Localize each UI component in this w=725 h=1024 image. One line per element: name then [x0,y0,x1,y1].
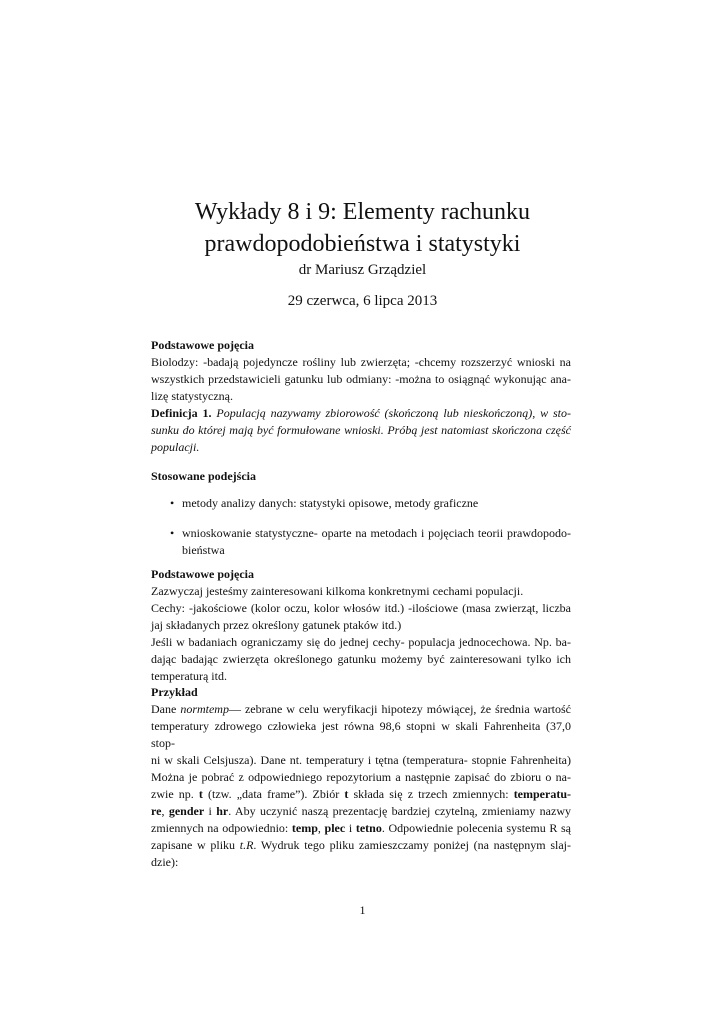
section-example [151,684,571,871]
dataset-name: normtemp [180,702,229,716]
list-item-text: metody analizy danych: statystyki opisowe, metody graficzne [182,496,479,510]
paragraph-line: jaj składanych przez określony gatunek ptaków itd.) [151,618,402,632]
text-run: zwie np. [151,787,199,801]
paragraph-line: ni w skali Celsjusza). Dane nt. temperatury i tętna (temperatura- stopnie Fahrenheita) [151,753,571,767]
paragraph-line: Można je pobrać z odpowiedniego repozytorium a następnie zapisać do zbioru o na- [151,770,571,784]
paragraph-line: wszystkich przedstawicieli gatunku lub odmiany: -można to osiągnąć wykonując ana- [151,372,571,386]
definition-label: Definicja 1. [151,406,212,420]
definition-line [151,405,571,422]
text-run: , [317,821,325,835]
variable-name: t [344,787,349,801]
list-item-text: bieństwa [182,543,225,557]
definition-line [151,439,571,456]
paragraph-line: dając badając zwierzęta określonego gatunku możemy być zainteresowani tylko ich [151,652,571,666]
file-name: t.R [239,838,254,852]
list-item [151,525,571,559]
variable-name: tetno [355,821,382,835]
text-run: (tzw. „data frame”). Zbiór [202,787,345,801]
text-run: zmiennych na odpowiednio: [151,821,292,835]
bullet-list [151,495,571,566]
definition-text: Populacją nazywamy zbiorowość (skończoną lub nieskończoną), w sto- [216,406,572,420]
text-run: . Aby uczynić naszą prezentację bardziej czytelną, zmieniamy nazwy [228,804,571,818]
paragraph-line: Biolodzy: -badają pojedyncze rośliny lub zwierzęta; -chcemy rozszerzyć wnioski na [151,355,571,369]
text-run: składa się z trzech zmiennych: [348,787,514,801]
section-heading: Stosowane podejścia [151,469,257,483]
variable-name: plec [324,821,346,835]
title-line-2: prawdopodobieństwa i statystyki [204,231,521,257]
variable-name: temp [291,821,318,835]
list-item [151,495,571,512]
paragraph-line [151,803,571,820]
section-approaches [151,468,571,485]
section-basic-concepts-1 [151,337,571,405]
text-run: . Odpowiednie polecenia systemu R są [381,821,571,835]
section-heading: Podstawowe pojęcia [151,567,254,581]
paragraph-line: Zazwyczaj jesteśmy zainteresowani kilkoma konkretnymi cechami populacji. [151,584,524,598]
bullet-icon: • [170,526,175,540]
definition-text: populacji. [151,440,200,454]
paragraph-line [151,701,571,718]
paragraph-line: dzie): [151,855,179,869]
text-run: i [204,804,217,818]
author: dr Mariusz Grządziel [298,262,427,278]
section-heading: Przykład [151,685,198,699]
page-number: 1 [359,903,366,917]
definition-block [151,405,571,456]
title-line-1: Wykłady 8 i 9: Elementy rachunku [194,199,531,225]
paragraph-line: Jeśli w badaniach ograniczamy się do jednej cechy- populacja jednocechowa. Np. ba- [151,635,571,649]
paragraph-line: temperatury zdrowego człowieka jest równa 98,6 stopni w skali Fahrenheita (37,0 stop- [151,719,571,750]
text-run: zapisane w pliku [151,838,240,852]
variable-name: gender [168,804,205,818]
text-run: i [345,821,356,835]
paragraph-line: lizę statystyczną. [151,389,233,403]
section-basic-concepts-2 [151,566,571,685]
paragraph-line: temperaturą itd. [151,669,227,683]
variable-name: hr [216,804,229,818]
definition-text: sunku do której mają być formułowane wnioski. Próbą jest natomiast skończona część [151,423,571,437]
text-run: — zebrane w celu weryfikacji hipotezy mówiącej, że średnia wartość [228,702,571,716]
text-run: . Wydruk tego pliku zamieszczamy poniżej (na następnym slaj- [253,838,571,852]
variable-name: re [151,804,162,818]
variable-name: t [198,787,203,801]
paragraph-line [151,837,571,854]
text-run: Dane [151,702,181,716]
text-run: , [161,804,169,818]
variable-name: temperatu- [513,787,571,801]
paragraph-line [151,786,571,803]
date: 29 czerwca, 6 lipca 2013 [287,293,438,309]
paragraph-line [151,820,571,837]
definition-line [151,422,571,439]
list-item-text: wnioskowanie statystyczne- oparte na metodach i pojęciach teorii prawdopodo- [182,526,571,540]
section-heading: Podstawowe pojęcia [151,338,254,352]
paragraph-line: Cechy: -jakościowe (kolor oczu, kolor włosów itd.) -ilościowe (masa zwierząt, liczba [151,601,571,615]
bullet-icon: • [170,496,175,510]
